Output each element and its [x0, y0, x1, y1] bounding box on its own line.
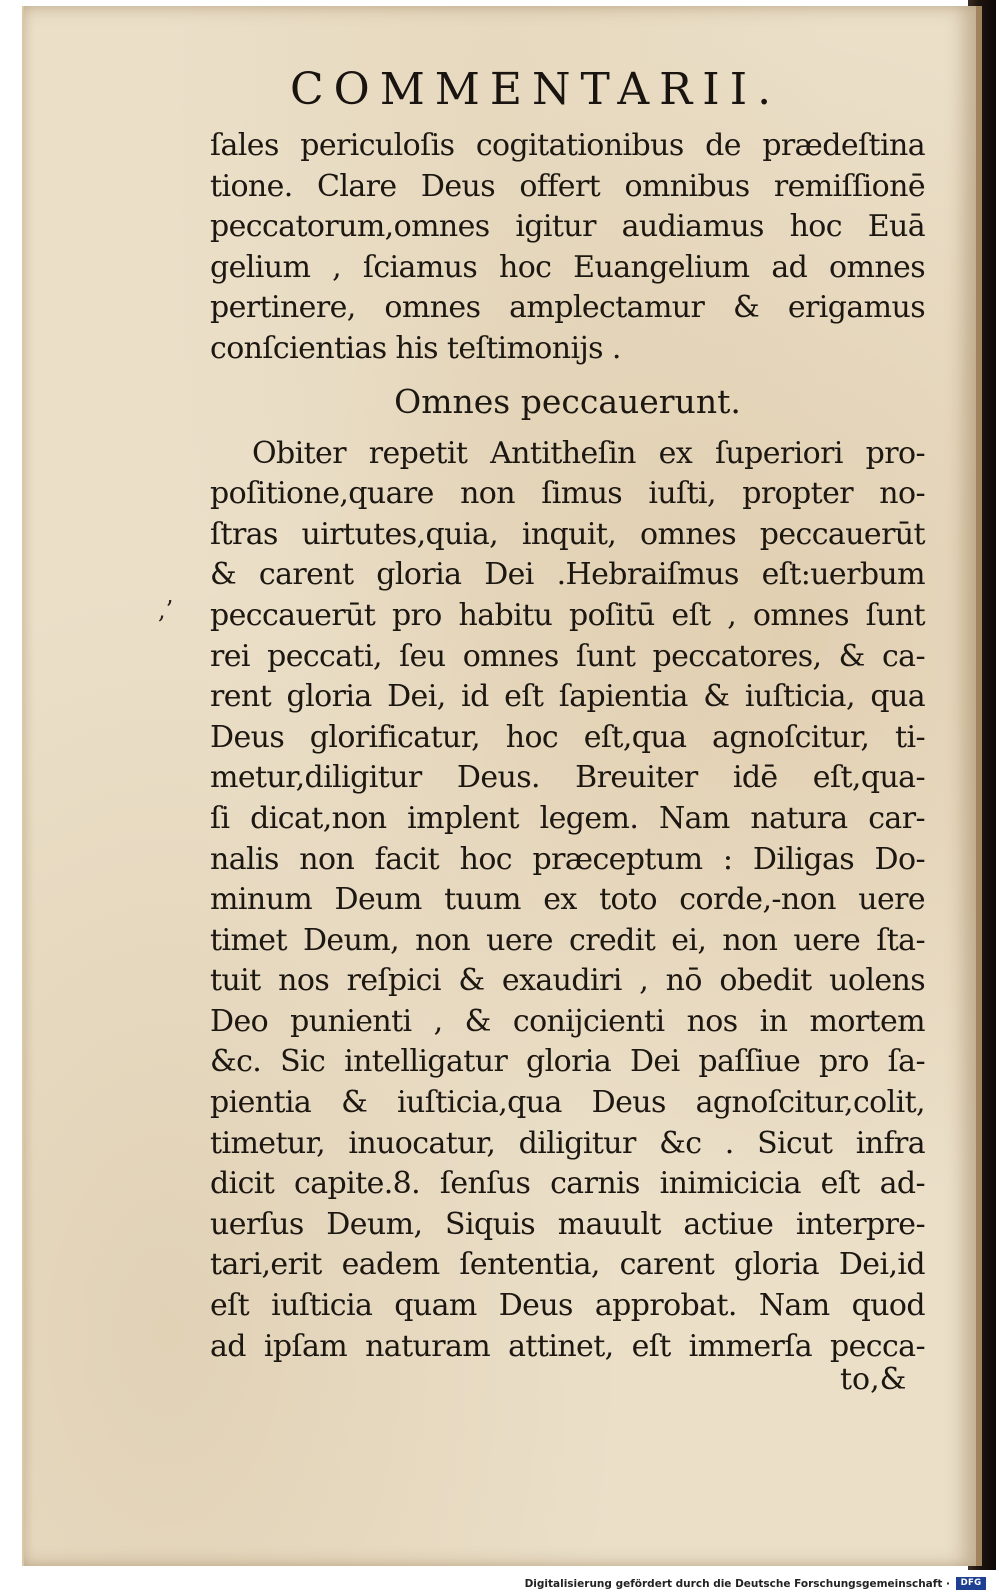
text-line: tari,erit eadem ſententia, carent gloria Dei,id [210, 1247, 925, 1283]
text-line: gelium , ſciamus hoc Euangelium ad omnes [210, 249, 925, 285]
text-line: ſales periculoſis cogitationibus de prædeſtina [210, 128, 925, 163]
text-line: uerſus Deum, Siquis mauult actiue interpre- [210, 1206, 925, 1242]
text-line: rent gloria Dei, id eſt ſapientia & iuſticia, qua [210, 679, 925, 715]
text-line: Obiter repetit Antitheſin ex ſuperiori pro- [252, 435, 925, 471]
text-line: Deus glorificatur, hoc eſt,qua agnoſcitur, ti- [210, 719, 925, 755]
text-line: nalis non facit hoc præceptum : Diligas Do- [210, 841, 925, 877]
text-line: peccauerūt pro habitu poſitū eſt , omnes ſunt [210, 597, 925, 633]
catchword: to,& [840, 1362, 907, 1397]
text-line: ſi dicat,non implent legem. Nam natura car- [210, 800, 925, 836]
text-line: conſcientias his teſtimonijs . [210, 330, 621, 366]
text-line: peccatorum,omnes igitur audiamus hoc Euā [210, 209, 925, 245]
text-line: Deo punienti , & conijcienti nos in mortem [210, 1003, 925, 1039]
text-line: timetur, inuocatur, diligitur &c . Sicut infra [210, 1125, 925, 1161]
running-head: COMMENTARII. [290, 64, 782, 115]
text-line: pientia & iuſticia,qua Deus agnoſcitur,colit, [210, 1085, 925, 1121]
funding-credit: Digitalisierung gefördert durch die Deutsche Forschungsgemeinschaft · [524, 1578, 950, 1590]
section-heading: Omnes peccauerunt. [394, 381, 741, 421]
text-line: ad ipſam naturam attinet, eſt immerſa pecca- [210, 1328, 925, 1364]
text-line: & carent gloria Dei .Hebraiſmus eſt:uerbum [210, 557, 925, 593]
body-text [210, 126, 925, 1367]
text-line: pertinere, omnes amplectamur & erigamus [210, 290, 925, 326]
text-line: &c. Sic intelligatur gloria Dei paſſiue pro ſa- [210, 1044, 925, 1080]
dfg-logo[interactable]: DFG [956, 1577, 986, 1590]
margin-mark: ,’ [158, 596, 174, 624]
text-line: minum Deum tuum ex toto corde,-non uere [210, 882, 925, 918]
text-line: poſitione,quare non ſimus iuſti, propter no- [210, 476, 925, 512]
text-line: eſt iuſticia quam Deus approbat. Nam quod [210, 1288, 925, 1324]
text-line: timet Deum, non uere credit ei, non uere ſta- [210, 922, 925, 958]
text-line: rei peccati, ſeu omnes ſunt peccatores, & ca- [210, 638, 925, 674]
text-line: tione. Clare Deus offert omnibus remiſſionē [210, 168, 925, 204]
text-line: metur,diligitur Deus. Breuiter idē eſt,qua- [210, 760, 925, 796]
text-line: tuit nos reſpici & exaudiri , nō obedit uolens [210, 963, 925, 999]
text-line: dicit capite.8. ſenſus carnis inimicicia eſt ad- [210, 1166, 925, 1202]
text-line: ſtras uirtutes,quia, inquit, omnes peccauerūt [210, 516, 925, 552]
